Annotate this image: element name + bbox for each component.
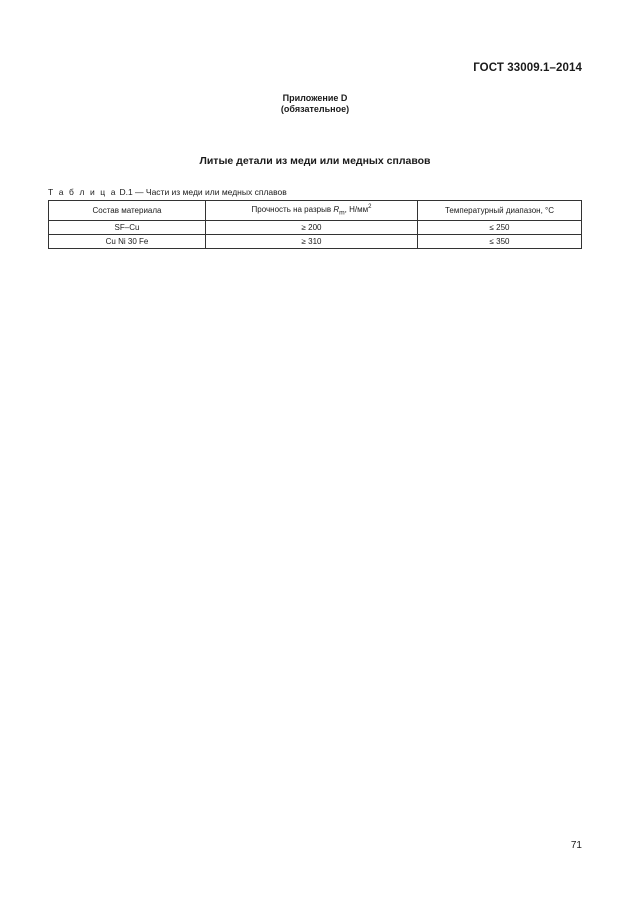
header-strength-subscript: m xyxy=(339,209,345,217)
header-material: Состав материала xyxy=(49,201,206,221)
table-caption-text: — Части из меди или медных сплавов xyxy=(135,187,287,197)
header-strength-unit: , Н/мм xyxy=(344,205,369,214)
cell-strength: ≥ 310 xyxy=(206,234,418,248)
appendix-status: (обязательное) xyxy=(280,104,350,114)
appendix-heading xyxy=(0,93,630,115)
header-strength-unit-sup: 2 xyxy=(368,204,372,210)
document-code: ГОСТ 33009.1–2014 xyxy=(473,62,582,74)
cell-material: Cu Ni 30 Fe xyxy=(49,234,206,248)
table-row xyxy=(49,234,582,248)
section-title: Литые детали из меди или медных сплавов xyxy=(199,155,431,167)
appendix-title: Приложение D xyxy=(282,93,348,103)
materials-table xyxy=(48,200,582,249)
table-header-row xyxy=(49,201,582,221)
header-temperature: Температурный диапазон, °С xyxy=(418,201,582,221)
cell-temperature: ≤ 350 xyxy=(418,234,582,248)
header-strength xyxy=(206,201,418,221)
header-strength-prefix: Прочность на разрыв xyxy=(251,205,332,214)
cell-temperature: ≤ 250 xyxy=(418,220,582,234)
table-caption-prefix: Т а б л и ц а xyxy=(48,187,118,197)
table-caption xyxy=(48,187,287,197)
cell-strength: ≥ 200 xyxy=(206,220,418,234)
page-number: 71 xyxy=(570,840,582,851)
header-strength-symbol: R xyxy=(333,205,340,214)
cell-material: SF–Cu xyxy=(49,220,206,234)
table-row xyxy=(49,220,582,234)
table-caption-number: D.1 xyxy=(119,187,133,197)
